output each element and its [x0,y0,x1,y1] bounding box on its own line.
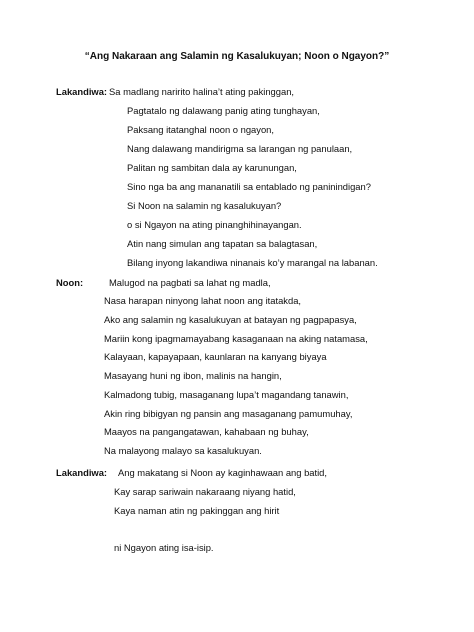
verse-line: Kalmadong tubig, masaganang lupa’t magandang tanawin, [104,389,349,400]
verse-line: ni Ngayon ating isa-isip. [114,542,214,553]
verse-line: Sa madlang naririto halina’t ating pakinggan, [109,86,295,97]
speaker-label: Lakandiwa: [56,467,108,478]
verse-line: Mariin kong ipagmamayabang kasaganaan na aking natamasa, [104,333,368,344]
verse-line: o si Ngayon na ating pinanghihinayangan. [127,219,302,230]
verse-line: Palitan ng sambitan dala ay karunungan, [127,162,297,173]
verse-line: Akin ring bibigyan ng pansin ang masaganang pamumuhay, [104,408,353,419]
verse-line: Kaya naman atin ng pakinggan ang hirit [114,505,280,516]
verse-line: Maayos na pangangatawan, kahabaan ng buhay, [104,426,309,437]
verse-line: Na malayong malayo sa kasalukuyan. [104,445,262,456]
verse-line: Nasa harapan ninyong lahat noon ang itatakda, [104,295,302,306]
verse-line: Sino nga ba ang mananatili sa entablado ng paninindigan? [127,181,371,192]
speaker-label: Noon: [56,277,84,288]
verse-line: Malugod na pagbati sa lahat ng madla, [109,277,271,288]
verse-line: Pagtatalo ng dalawang panig ating tunghayan, [127,105,320,116]
verse-line: Atin nang simulan ang tapatan sa balagtasan, [127,238,318,249]
document-title: “Ang Nakaraan ang Salamin ng Kasalukuyan; Noon o Ngayon?” [84,51,390,62]
verse-line: Ako ang salamin ng kasalukuyan at batayan ng pagpapasya, [104,314,357,325]
verse-line: Paksang itatanghal noon o ngayon, [127,124,274,135]
speaker-label: Lakandiwa: [56,86,108,97]
verse-line: Bilang inyong lakandiwa ninanais ko’y marangal na labanan. [127,257,378,268]
verse-line: Masayang huni ng ibon, malinis na hangin, [104,370,282,381]
verse-line: Nang dalawang mandirigma sa larangan ng panulaan, [127,143,353,154]
verse-line: Kay sarap sariwain nakaraang niyang hatid, [114,486,296,497]
verse-line: Kalayaan, kapayapaan, kaunlaran na kanyang biyaya [104,351,327,362]
verse-line: Si Noon na salamin ng kasalukuyan? [127,200,282,211]
verse-line: Ang makatang si Noon ay kaginhawaan ang batid, [118,467,327,478]
